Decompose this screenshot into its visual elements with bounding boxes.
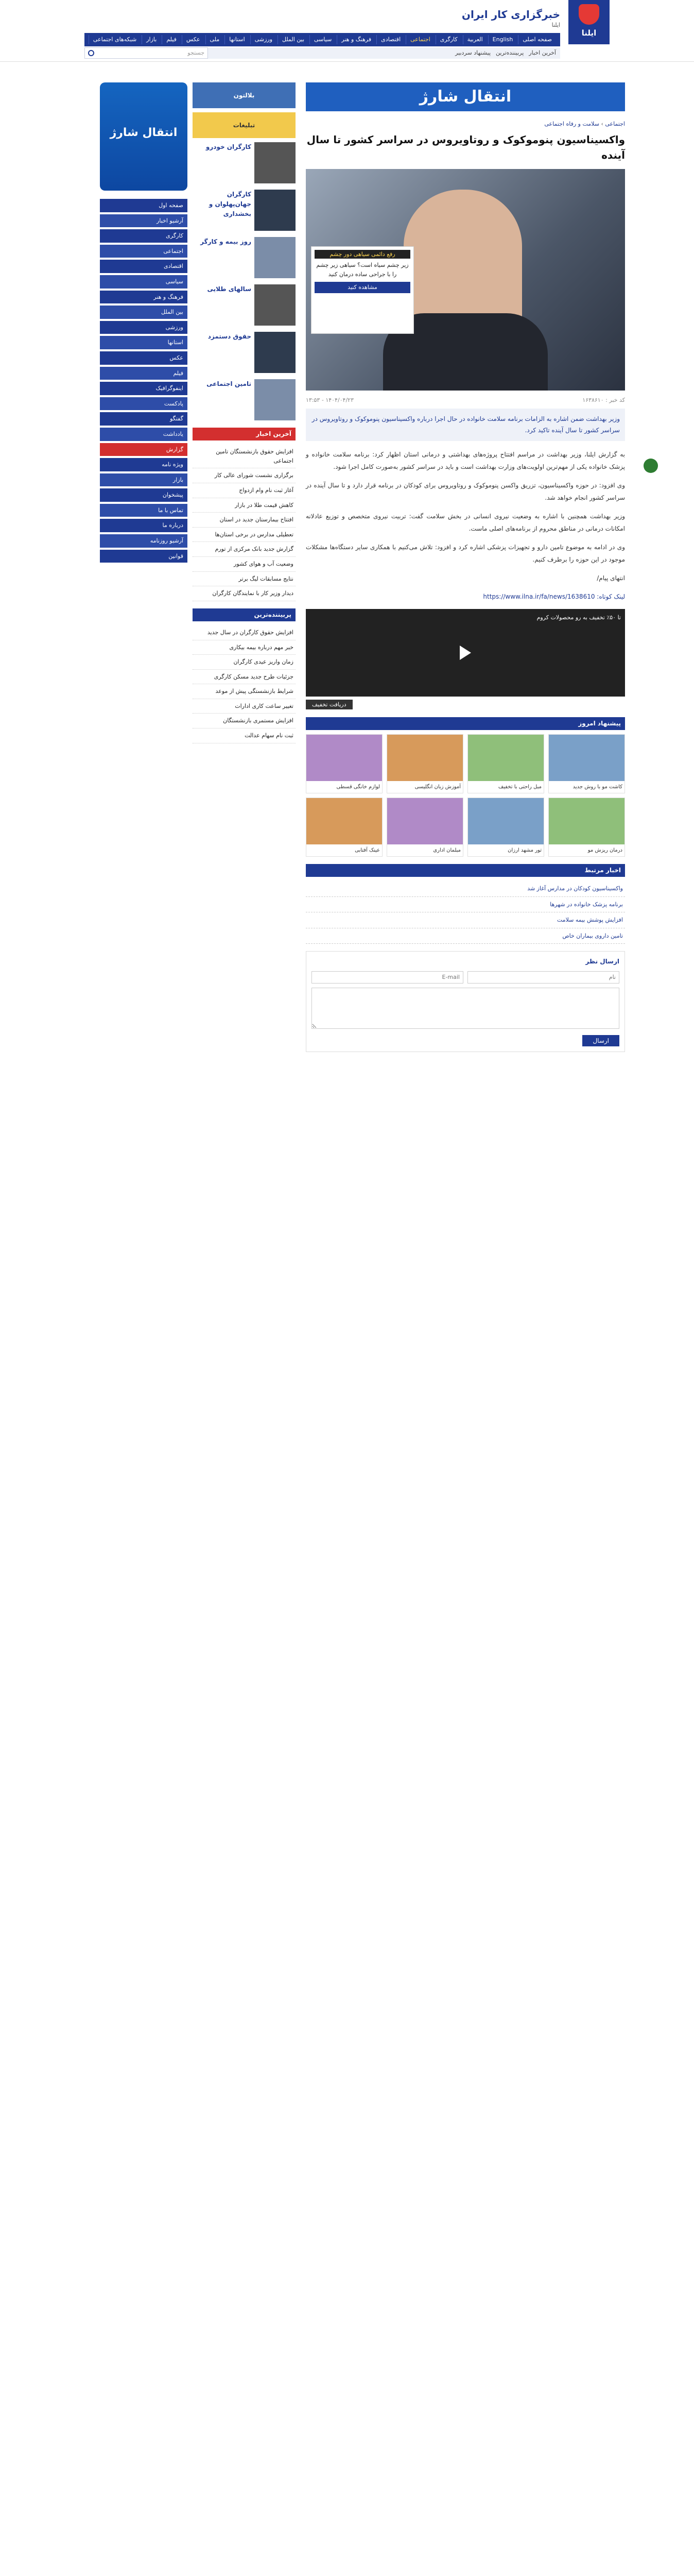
email-field[interactable] — [311, 971, 463, 984]
site-subtitle: ایلنا — [551, 22, 560, 28]
side-link[interactable]: اینفوگرافیک — [100, 382, 187, 395]
search-input[interactable]: جستجو — [187, 49, 204, 57]
side-link[interactable]: یادداشت — [100, 428, 187, 441]
offer-caption: عینک آفتابی — [355, 847, 380, 853]
popular-item[interactable]: زمان واریز عیدی کارگران — [193, 655, 296, 670]
offer-image — [387, 798, 463, 844]
latest-item[interactable]: نتایج مسابقات لیگ برتر — [193, 572, 296, 587]
mid-news-title: کارگران جهان‌پهلوان و بخشداری — [209, 191, 251, 218]
side-link[interactable]: صفحه اول — [100, 199, 187, 212]
latest-list — [193, 445, 296, 601]
short-link[interactable]: لینک کوتاه: https://www.ilna.ir/fa/news/1638610 — [483, 593, 625, 601]
mid-news-item[interactable] — [193, 284, 296, 326]
site-header — [0, 0, 694, 62]
latest-item[interactable]: کاهش قیمت طلا در بازار — [193, 498, 296, 513]
side-link[interactable]: پیشخوان — [100, 488, 187, 502]
offer-card[interactable] — [387, 798, 463, 857]
nav-item-labor[interactable]: کارگری — [436, 35, 462, 44]
nav-item-politics[interactable]: سیاسی — [309, 35, 336, 44]
popular-item[interactable]: افزایش مستمری بازنشستگان — [193, 714, 296, 728]
offer-card[interactable] — [548, 798, 625, 857]
play-icon[interactable] — [460, 646, 471, 660]
side-link[interactable]: آرشیو روزنامه — [100, 534, 187, 548]
latest-item[interactable]: دیدار وزیر کار با نمایندگان کارگران — [193, 586, 296, 601]
mid-news-thumb — [254, 332, 296, 373]
main-nav — [84, 33, 560, 46]
latest-item[interactable]: افتتاح بیمارستان جدید در استان — [193, 513, 296, 528]
subnav-popular[interactable]: پربیننده‌ترین — [496, 49, 524, 57]
comment-form-title: ارسال نظر — [585, 958, 619, 965]
send-comment-button[interactable]: ارسال — [582, 1035, 619, 1046]
nav-item-social-networks[interactable]: شبکه‌های اجتماعی — [89, 35, 141, 44]
offers-header: پیشنهاد امروز — [306, 717, 625, 730]
nav-item-photo[interactable]: عکس — [182, 35, 204, 44]
side-link[interactable]: کارگری — [100, 229, 187, 243]
side-link[interactable]: عکس — [100, 351, 187, 365]
offer-card[interactable] — [306, 734, 383, 793]
offer-caption: درمان ریزش مو — [587, 847, 622, 853]
nav-item-economy[interactable]: اقتصادی — [376, 35, 405, 44]
article-title: واکسیناسیون پنوموکوک و روتاویروس در سراسر کشور تا سال آینده — [306, 133, 625, 161]
popular-item[interactable]: تغییر ساعت کاری ادارات — [193, 699, 296, 714]
mid-news-thumb — [254, 284, 296, 326]
side-link[interactable]: فرهنگ و هنر — [100, 291, 187, 304]
nav-item-market[interactable]: بازار — [142, 35, 161, 44]
offer-caption: آموزش زبان انگلیسی — [414, 784, 461, 790]
side-link[interactable]: گفتگو — [100, 412, 187, 426]
nav-item-sports[interactable]: ورزشی — [250, 35, 276, 44]
related-item[interactable]: برنامه پزشک خانواده در شهرها — [306, 897, 625, 913]
popular-item[interactable]: خبر مهم درباره بیمه بیکاری — [193, 640, 296, 655]
name-field[interactable] — [467, 971, 619, 984]
side-tall-ad[interactable]: انتقال شارژ — [100, 82, 187, 191]
offer-caption: کاشت مو با روش جدید — [572, 784, 622, 790]
offer-card[interactable] — [387, 734, 463, 793]
offer-caption: تور مشهد ارزان — [508, 847, 542, 853]
popular-list — [193, 625, 296, 743]
article-paragraph: به گزارش ایلنا، وزیر بهداشت در مراسم افتتاح پروژه‌های بهداشتی و درمانی استان اظهار کرد: برنامه سلامت خانواده و پزشک خانواده یکی از مهم‌ترین اولویت‌های وزارت بهداشت است و باید در سراسر کشور به‌صورت کامل اجرا شود. — [306, 451, 625, 471]
popular-item[interactable]: شرایط بازنشستگی پیش از موعد — [193, 684, 296, 699]
mid-news-thumb — [254, 379, 296, 420]
site-title: خبرگزاری کار ایران — [461, 8, 560, 21]
mid-news-title: سالهای طلایی — [207, 285, 251, 293]
side-link[interactable]: درباره ما — [100, 519, 187, 532]
article-paragraph: وی در ادامه به موضوع تامین دارو و تجهیزات پزشکی اشاره کرد و افزود: تلاش می‌کنیم با همکاری سایر دستگاه‌ها مشکلات موجود در این حوزه را برطرف کنیم. — [306, 544, 625, 564]
top-banner-ad[interactable]: انتقال شارژ — [306, 82, 625, 111]
latest-item[interactable]: گزارش جدید بانک مرکزی از تورم — [193, 542, 296, 557]
mid-news-thumb — [254, 142, 296, 183]
popular-item[interactable]: ثبت نام سهام عدالت — [193, 728, 296, 743]
logo-mark-icon — [579, 4, 599, 25]
breadcrumb-subcategory[interactable]: سلامت و رفاه اجتماعی — [544, 121, 599, 127]
mid-news-item[interactable] — [193, 142, 296, 183]
mid-news-thumb — [254, 237, 296, 278]
side-link[interactable]: استانها — [100, 336, 187, 349]
offer-image — [468, 735, 544, 781]
logo-text: ایلنا — [581, 28, 597, 38]
video-ad-button[interactable]: دریافت تخفیف — [306, 700, 353, 709]
mid-news-item[interactable] — [193, 332, 296, 373]
offer-image — [549, 798, 624, 844]
nav-item-national[interactable]: ملی — [205, 35, 224, 44]
offer-image — [549, 735, 624, 781]
related-item[interactable]: واکسیناسیون کودکان در مدارس آغاز شد — [306, 881, 625, 897]
nav-item-video[interactable]: فیلم — [162, 35, 181, 44]
side-link[interactable]: قوانین — [100, 550, 187, 563]
popular-item[interactable]: افزایش حقوق کارگران در سال جدید — [193, 625, 296, 640]
mid-news-item[interactable] — [193, 190, 296, 231]
left-column — [100, 62, 187, 565]
hero-overlay-ad[interactable] — [311, 246, 414, 334]
main-column — [306, 62, 625, 1052]
nav-item-culture[interactable]: فرهنگ و هنر — [337, 35, 375, 44]
latest-item[interactable]: آغاز ثبت نام وام ازدواج — [193, 483, 296, 498]
popular-item[interactable]: جزئیات طرح جدید مسکن کارگری — [193, 670, 296, 685]
side-link[interactable]: اقتصادی — [100, 260, 187, 273]
offer-image — [468, 798, 544, 844]
latest-item[interactable]: وضعیت آب و هوای کشور — [193, 557, 296, 572]
side-link[interactable]: فیلم — [100, 367, 187, 380]
mid-news-item[interactable] — [193, 379, 296, 420]
latest-item[interactable]: تعطیلی مدارس در برخی استان‌ها — [193, 528, 296, 543]
related-item[interactable]: افزایش پوشش بیمه سلامت — [306, 912, 625, 928]
video-ad-title: تا ۵۰٪ تخفیف به رو محصولات کروم — [536, 614, 621, 621]
latest-item[interactable]: برگزاری نشست شورای عالی کار — [193, 468, 296, 483]
related-item[interactable]: تامین داروی بیماران خاص — [306, 928, 625, 944]
article-paragraph: وی افزود: در حوزه واکسیناسیون، تزریق واکسن پنوموکوک و روتاویروس برای کودکان در برنامه قرار دارد و تا سال آینده در سراسر کشور انجام خواهد شد. — [306, 482, 625, 502]
article-lead: وزیر بهداشت ضمن اشاره به الزامات برنامه سلامت خانواده در حال اجرا درباره واکسیناسیون پنوموکوک و روتاویروس در سراسر کشور تا سال آینده تاکید کرد. — [306, 409, 625, 441]
nav-item-provinces[interactable]: استانها — [224, 35, 249, 44]
side-link[interactable]: پادکست — [100, 397, 187, 411]
article-end-marker: انتهای پیام/ — [597, 574, 625, 582]
breadcrumb: اجتماعی › سلامت و رفاه اجتماعی — [544, 121, 625, 127]
side-link[interactable]: تماس با ما — [100, 504, 187, 517]
mid-news-title: کارگران خودرو — [205, 143, 251, 150]
offer-caption: مبلمان اداری — [433, 847, 461, 853]
mid-news-title: تامین اجتماعی — [206, 380, 251, 387]
video-ad[interactable] — [306, 609, 625, 697]
comment-textarea[interactable] — [311, 988, 619, 1029]
nav-item-international[interactable]: بین الملل — [277, 35, 308, 44]
mid-ad-1[interactable]: بلالتون — [193, 82, 296, 108]
offer-image — [306, 735, 382, 781]
popular-header: پربیننده‌ترین — [193, 608, 296, 621]
mid-news-title: حقوق دستمزد — [207, 333, 251, 340]
offer-caption: لوازم خانگی قسطی — [336, 784, 380, 790]
offer-image — [306, 798, 382, 844]
side-link[interactable]: گزارش — [100, 443, 187, 456]
floating-chat-icon[interactable] — [644, 459, 658, 473]
search-box[interactable] — [84, 47, 208, 59]
related-list — [306, 881, 625, 944]
nav-item-arabic[interactable]: العربية — [463, 35, 487, 44]
side-link[interactable]: آرشیو اخبار — [100, 214, 187, 228]
search-icon[interactable] — [88, 50, 94, 56]
subnav-latest[interactable]: آخرین اخبار — [529, 49, 556, 57]
article-meta — [306, 396, 625, 405]
side-link[interactable]: ویژه نامه — [100, 458, 187, 471]
offer-caption: مبل راحتی با تخفیف — [498, 784, 542, 790]
article-body — [306, 448, 625, 603]
middle-column — [193, 62, 296, 743]
offers-grid — [306, 734, 625, 857]
article-code: کد خبر : ۱۶۳۸۶۱۰ — [582, 396, 625, 403]
mid-news-item[interactable] — [193, 237, 296, 278]
mid-ad-2[interactable]: تبلیغات — [193, 112, 296, 138]
side-links — [100, 199, 187, 563]
subnav-editor[interactable]: پیشنهاد سردبیر — [455, 49, 491, 57]
offer-card[interactable] — [306, 798, 383, 857]
side-link[interactable]: ورزشی — [100, 321, 187, 334]
breadcrumb-category[interactable]: اجتماعی — [605, 121, 625, 127]
offer-card[interactable] — [467, 798, 544, 857]
offer-image — [387, 735, 463, 781]
article-hero-image — [306, 169, 625, 391]
side-link[interactable]: بین الملل — [100, 306, 187, 319]
related-header: اخبار مرتبط — [306, 864, 625, 877]
mid-news-title: روز بیمه و کارگر — [200, 238, 251, 245]
latest-item[interactable]: افزایش حقوق بازنشستگان تامین اجتماعی — [193, 445, 296, 468]
side-link[interactable]: سیاسی — [100, 275, 187, 289]
side-link[interactable]: بازار — [100, 473, 187, 487]
hero-ad-tag: رفع دائمی سیاهی دور چشم — [315, 250, 410, 259]
article-paragraph: وزیر بهداشت همچنین با اشاره به وضعیت نیروی انسانی در بخش سلامت گفت: تربیت نیروی متخصص و توزیع عادلانه امکانات درمانی در مناطق محروم از برنامه‌های اصلی ماست. — [306, 513, 625, 533]
nav-item-social[interactable]: اجتماعی — [406, 35, 435, 44]
comment-form — [306, 951, 625, 1052]
mid-news-thumb — [254, 190, 296, 231]
offer-card[interactable] — [467, 734, 544, 793]
site-logo[interactable] — [568, 0, 610, 44]
article-date: ۱۴۰۴/۰۴/۲۳ - ۱۳:۵۳ — [306, 396, 354, 403]
hero-ad-button[interactable]: مشاهده کنید — [315, 282, 410, 293]
nav-item-home[interactable]: صفحه اصلی — [518, 35, 556, 44]
hero-ad-text: زیر چشم سیاه است؟ سیاهی زیر چشم را با جراحی ساده درمان کنید — [316, 262, 409, 278]
nav-item-english[interactable]: English — [488, 35, 517, 44]
side-link[interactable]: اجتماعی — [100, 245, 187, 258]
latest-header: آخرین اخبار — [193, 428, 296, 440]
offer-card[interactable] — [548, 734, 625, 793]
